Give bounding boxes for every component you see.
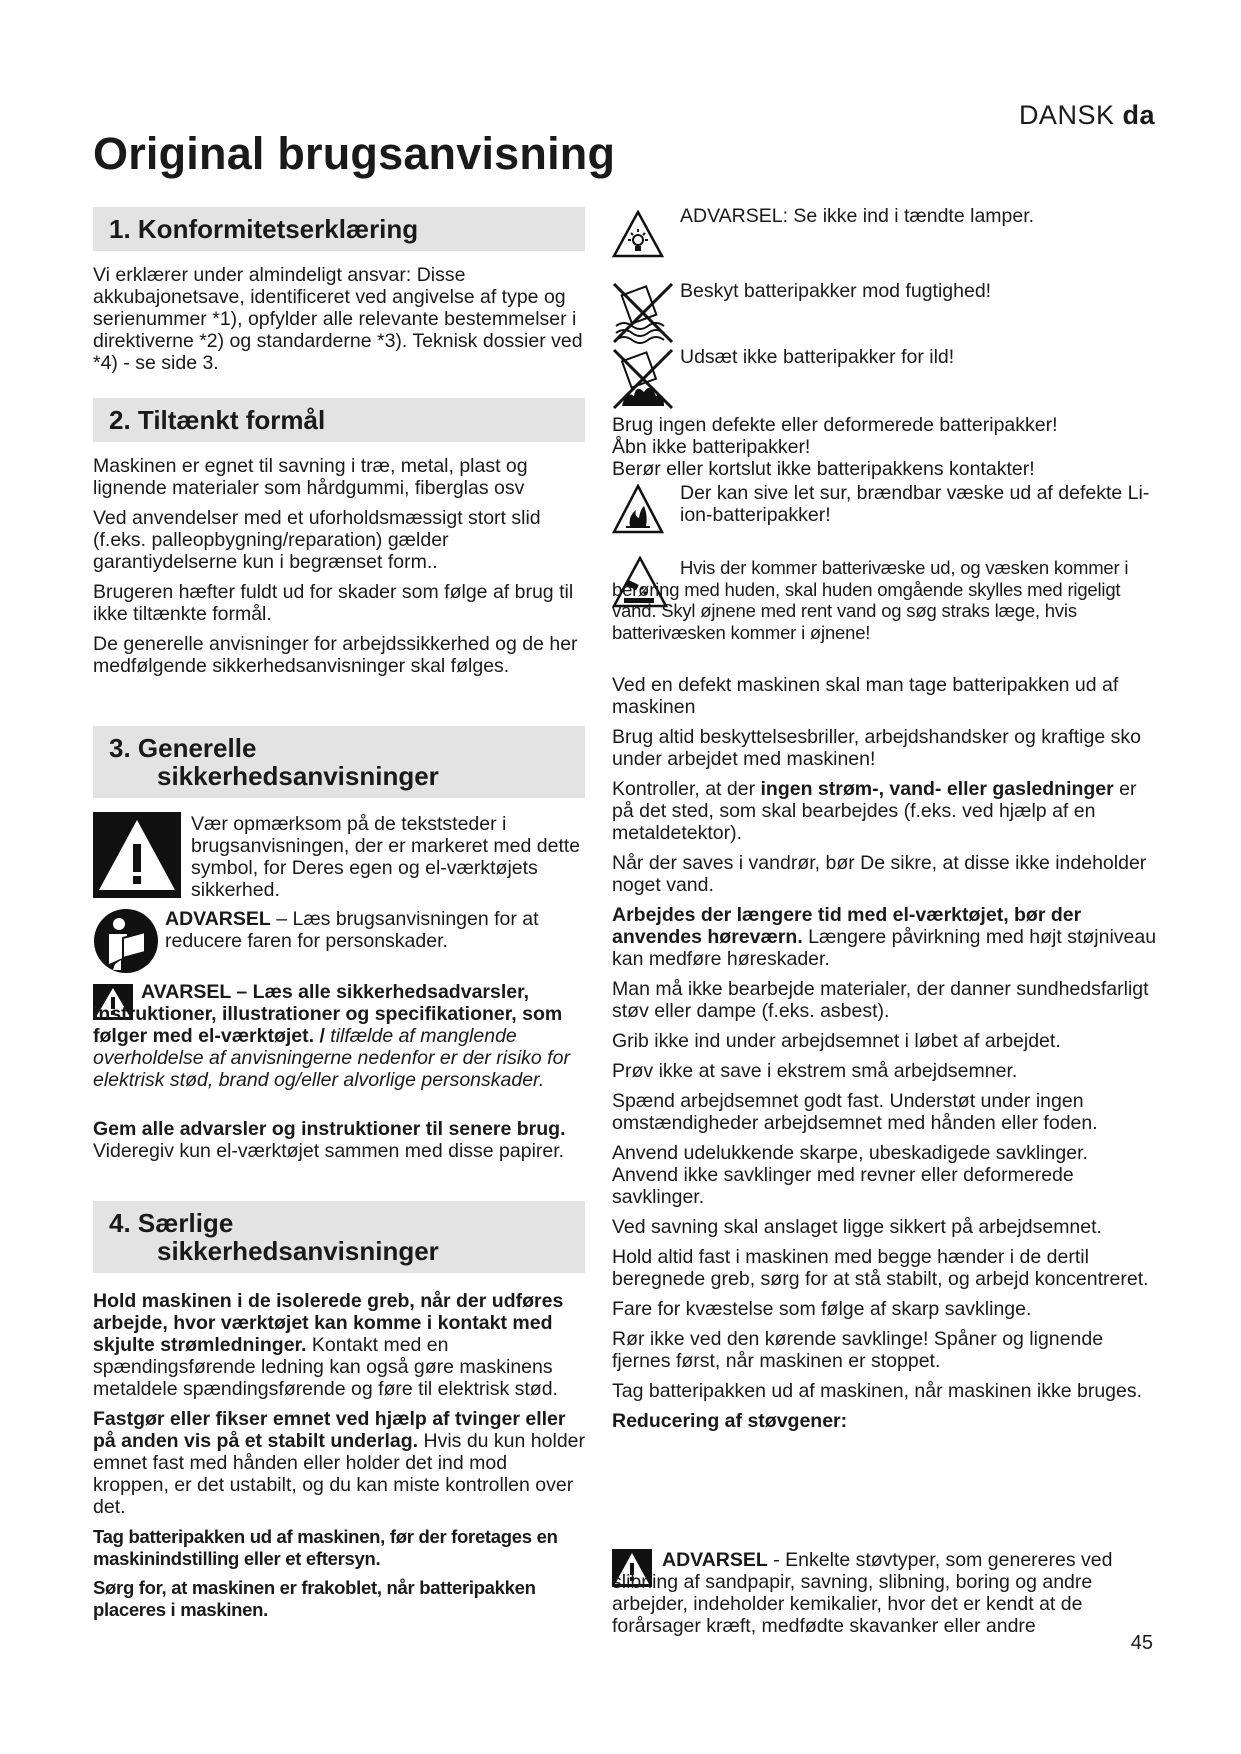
language-label: DANSK da — [1018, 100, 1155, 130]
defective-battery-notes: Brug ingen defekte eller deformerede batteripakker! Åbn ikke batteripakker! Berør eller kortslut ikke batteripakkens kontakter! — [612, 414, 1058, 480]
section-3-heading: 3. Generelle sikkerhedsanvisninger — [93, 726, 585, 798]
wear-paragraph: Ved anvendelser med et uforholdsmæssigt stort slid (f.eks. palleopbygning/reparation) gælder garantiydelserne kun i begrænset form.. — [93, 507, 541, 573]
warning-triangle-icon — [93, 812, 181, 898]
lamp-warning-icon — [612, 210, 664, 258]
right-instructions: Ved en defekt maskinen skal man tage batteripakken ud af maskinen Brug altid beskyttelsesbriller, arbejdshandsker og kraftige sko under arbejdet med maskinen! Kontroller, at der ingen strøm-, vand- eller gasledninger er på det sted, som skal bearbejdes (f.eks. ved hjælp af en metaldetektor). Når der saves i vandrør, bør De sikre, at disse ikke indeholder noget vand. Arbejdes der længere tid med el-værktøjet, bør der anvendes høreværn. Længere påvirkning med højt støjniveau kan medføre høreskader. Man må ikke bearbejde materialer, der danner sundhedsfarligt støv eller dampe (f.eks. asbest). Grib ikke ind under arbejdsemnet i løbet af arbejdet. Prøv ikke at save i ekstrem små arbejdsemner. Spænd arbejdsemnet godt fast. Understøt under ingen omstændigheder arbejdsemnet med hånden eller foden. Anvend udelukkende skarpe, ubeskadigede savklinger. Anvend ikke savklinger med revner eller deformerede savklinger. Ved savning skal anslaget ligge sikkert på arbejdsemnet. Hold altid fast i maskinen med begge hænder i de dertil beregnede greb, sørg for at stå stabilt, og arbejd koncentreret. Fare for kvæstelse som følge af skarp savklinge. Rør ikke ved den kørende savklinge! Spåner og lignende fjernes først, når maskinen er stoppet. Tag batteripakken ud af maskinen, når maskinen ikke bruges. Reducering af støvgener: — [612, 674, 1157, 1432]
general-instructions-paragraph: De generelle anvisninger for arbejdssikkerhed og de her medfølgende sikkerhedsanvisninger skal følges. — [93, 633, 578, 677]
no-fire-icon — [612, 348, 674, 410]
section-2-text — [93, 455, 585, 677]
fire-warning: Udsæt ikke batteripakker for ild! — [680, 346, 955, 368]
no-moisture-icon — [612, 280, 674, 344]
page-title: Original brugsanvisning — [93, 128, 616, 179]
leak-warning: Der kan sive let sur, brændbar væske ud af defekte Li-ion-batteripakker! — [680, 482, 1150, 526]
moisture-warning: Beskyt batteripakker mod fugtighed! — [680, 280, 992, 302]
flammable-warning-icon — [612, 484, 664, 534]
battery-fluid-warning: Hvis der kommer batterivæske ud, og væsken kommer i berøring med huden, skal huden omgående skylles med rigeligt vand. Skyl øjnene med rent vand og søg straks læge, hvis batterivæsken kommer i øjnene! — [612, 557, 1129, 643]
warning-note: Vær opmærksom på de tekststeder i brugsanvisningen, der er markeret med dette symbol, for Deres egen og el-værktøjets sikkerhed. — [191, 813, 581, 901]
liability-paragraph: Brugeren hæfter fuldt ud for skader som følge af brug til ikke tiltænkte formål. — [93, 581, 574, 625]
dust-warning: ADVARSEL - Enkelte støvtyper, som genereres ved slibning af sandpapir, savning, slibning, boring og andre arbejder, indeholder kemikalier, hvor det er kendt at de forårsager kræft, medfødte skavanker eller andre — [612, 1549, 1113, 1637]
section-1-text: Vi erklærer under almindeligt ansvar: Disse akkubajonetsave, identificeret ved angivelse af type og serienummer *1), opfylder alle relevante bestemmelser i direktiverne *2) og standarderne *3). Teknisk dossier ved *4) - se side 3. — [93, 264, 583, 374]
remove-battery-paragraph: Tag batteripakken ud af maskinen, før der foretages en maskinindstilling eller et eftersyn. — [93, 1526, 558, 1569]
switched-off-paragraph: Sørg for, at maskinen er frakoblet, når batteripakken placeres i maskinen. — [93, 1577, 536, 1620]
section-4-text — [93, 1290, 585, 1620]
dust-heading: Reducering af støvgener: — [612, 1410, 848, 1432]
read-manual-note: ADVARSEL – Læs brugsanvisningen for at reducere faren for personskader. — [165, 908, 539, 952]
lamp-warning: ADVARSEL: Se ikke ind i tændte lamper. — [680, 205, 1035, 227]
keep-instructions-paragraph: Gem alle advarsler og instruktioner til senere brug. Videregiv kun el-værktøjet sammen med disse papirer. — [93, 1118, 566, 1162]
section-4-heading: 4. Særlige sikkerhedsanvisninger — [93, 1201, 585, 1273]
read-manual-icon — [93, 908, 159, 974]
clamp-workpiece-paragraph: Fastgør eller fikser emnet ved hjælp af tvinger eller på anden vis på et stabilt underlag. Hvis du kun holder emnet fast med hånden eller holder det ind mod kroppen, er det ustabilt, og du kan miste kontrollen over det. — [93, 1408, 585, 1518]
intended-use-paragraph: Maskinen er egnet til savning i træ, metal, plast og lignende materialer som hårdgummi, fiberglas osv — [93, 455, 528, 499]
section-1-heading: 1. Konformitetserklæring — [93, 207, 585, 251]
page-number: 45 — [1130, 1632, 1153, 1654]
section-2-heading: 2. Tiltænkt formål — [93, 398, 585, 442]
insulated-grip-paragraph: Hold maskinen i de isolerede greb, når der udføres arbejde, hvor værktøjet kan komme i kontakt med skjulte strømledninger. Kontakt med en spændingsførende ledning kan også gøre maskinens metaldele spændingsførende og føre til elektrisk stød. — [93, 1290, 564, 1400]
avarsel-paragraph: AVARSEL – Læs alle sikkerhedsadvarsler, instruktioner, illustrationer og specifikationer, som følger med el-værktøjet. / tilfælde af manglende overholdelse af anvisningerne nedenfor er der risiko for elektrisk stød, brand og/eller alvorlige personskader. — [93, 981, 570, 1091]
